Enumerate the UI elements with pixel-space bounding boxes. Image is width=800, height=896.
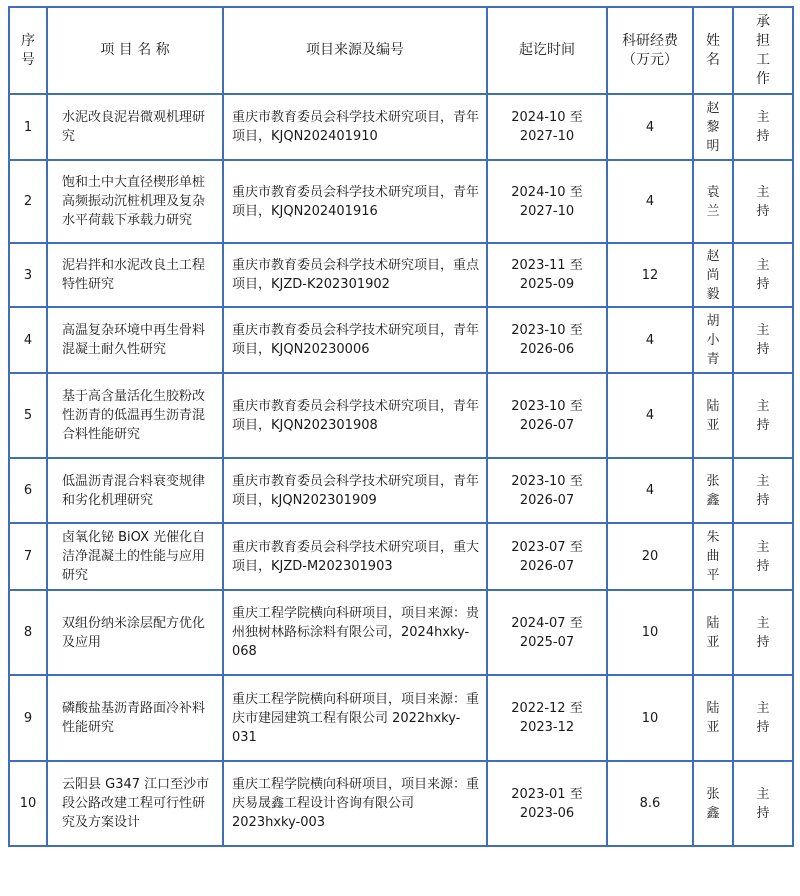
project-source: 重庆工程学院横向科研项目，项目来源：重庆市建园建筑工程有限公司 2022hxky-031: [223, 675, 487, 761]
project-funding: 20: [607, 523, 693, 590]
project-person: 朱曲平: [693, 523, 733, 590]
project-funding: 4: [607, 373, 693, 458]
project-period: 2024-10 至 2027-10: [487, 94, 607, 160]
table-row: [9, 458, 793, 523]
header-project-name: 项 目 名 称: [47, 7, 223, 94]
project-funding: 10: [607, 590, 693, 675]
research-projects-table: [8, 6, 794, 847]
row-number: 10: [9, 761, 47, 846]
table-row: [9, 590, 793, 675]
project-role: 主持: [733, 458, 793, 523]
project-source: 重庆工程学院横向科研项目，项目来源：重庆易晟鑫工程设计咨询有限公司 2023hxky-003: [223, 761, 487, 846]
project-person: 赵尚毅: [693, 243, 733, 307]
row-number: 5: [9, 373, 47, 458]
project-name: 基于高含量活化生胶粉改性沥青的低温再生沥青混合料性能研究: [47, 373, 223, 458]
project-funding: 10: [607, 675, 693, 761]
project-role: 主持: [733, 94, 793, 160]
project-period: 2023-10 至 2026-07: [487, 458, 607, 523]
header-funding: 科研经费（万元）: [607, 7, 693, 94]
project-role: 主持: [733, 307, 793, 373]
table-row: [9, 761, 793, 846]
project-period: 2024-07 至 2025-07: [487, 590, 607, 675]
header-no: 序号: [9, 7, 47, 94]
table-row: [9, 523, 793, 590]
project-source: 重庆市教育委员会科学技术研究项目，青年项目，KJQN202301908: [223, 373, 487, 458]
table-row: [9, 373, 793, 458]
project-role: 主持: [733, 160, 793, 243]
project-funding: 8.6: [607, 761, 693, 846]
project-person: 张鑫: [693, 761, 733, 846]
project-name: 泥岩拌和水泥改良土工程特性研究: [47, 243, 223, 307]
project-period: 2023-07 至 2026-07: [487, 523, 607, 590]
project-funding: 4: [607, 160, 693, 243]
table-row: [9, 307, 793, 373]
table-header-row: [9, 7, 793, 94]
project-source: 重庆市教育委员会科学技术研究项目，重点项目，KJZD-K202301902: [223, 243, 487, 307]
project-person: 张鑫: [693, 458, 733, 523]
row-number: 3: [9, 243, 47, 307]
project-period: 2022-12 至 2023-12: [487, 675, 607, 761]
project-source: 重庆市教育委员会科学技术研究项目，青年项目，KJQN202401916: [223, 160, 487, 243]
table-row: [9, 160, 793, 243]
project-source: 重庆市教育委员会科学技术研究项目，青年项目，KJQN20230006: [223, 307, 487, 373]
project-period: 2023-11 至 2025-09: [487, 243, 607, 307]
project-role: 主持: [733, 590, 793, 675]
project-person: 赵黎明: [693, 94, 733, 160]
header-person: 姓名: [693, 7, 733, 94]
project-role: 主持: [733, 243, 793, 307]
project-funding: 12: [607, 243, 693, 307]
project-role: 主持: [733, 373, 793, 458]
project-name: 卤氧化铋 BiOX 光催化自洁净混凝土的性能与应用研究: [47, 523, 223, 590]
table-row: [9, 243, 793, 307]
project-funding: 4: [607, 94, 693, 160]
project-period: 2023-10 至 2026-07: [487, 373, 607, 458]
project-role: 主持: [733, 523, 793, 590]
project-person: 陆亚: [693, 373, 733, 458]
project-name: 饱和土中大直径楔形单桩高频振动沉桩机理及复杂水平荷载下承载力研究: [47, 160, 223, 243]
project-name: 磷酸盐基沥青路面冷补料性能研究: [47, 675, 223, 761]
project-person: 袁兰: [693, 160, 733, 243]
header-project-source: 项目来源及编号: [223, 7, 487, 94]
project-name: 高温复杂环境中再生骨料混凝土耐久性研究: [47, 307, 223, 373]
project-period: 2024-10 至 2027-10: [487, 160, 607, 243]
row-number: 9: [9, 675, 47, 761]
project-person: 陆亚: [693, 590, 733, 675]
project-source: 重庆工程学院横向科研项目，项目来源：贵州独树林路标涂料有限公司，2024hxky-068: [223, 590, 487, 675]
row-number: 6: [9, 458, 47, 523]
project-funding: 4: [607, 458, 693, 523]
project-name: 低温沥青混合料衰变规律和劣化机理研究: [47, 458, 223, 523]
row-number: 1: [9, 94, 47, 160]
project-name: 水泥改良泥岩微观机理研究: [47, 94, 223, 160]
row-number: 7: [9, 523, 47, 590]
project-role: 主持: [733, 675, 793, 761]
project-person: 胡小青: [693, 307, 733, 373]
project-source: 重庆市教育委员会科学技术研究项目，青年项目，KJQN202401910: [223, 94, 487, 160]
research-projects-table-container: [8, 6, 794, 847]
table-row: [9, 94, 793, 160]
project-funding: 4: [607, 307, 693, 373]
project-period: 2023-10 至 2026-06: [487, 307, 607, 373]
project-source: 重庆市教育委员会科学技术研究项目，重大项目，KJZD-M202301903: [223, 523, 487, 590]
row-number: 2: [9, 160, 47, 243]
project-name: 云阳县 G347 江口至沙市段公路改建工程可行性研究及方案设计: [47, 761, 223, 846]
project-period: 2023-01 至 2023-06: [487, 761, 607, 846]
header-period: 起讫时间: [487, 7, 607, 94]
table-row: [9, 675, 793, 761]
row-number: 8: [9, 590, 47, 675]
project-role: 主持: [733, 761, 793, 846]
project-source: 重庆市教育委员会科学技术研究项目，青年项目，kJQN202301909: [223, 458, 487, 523]
project-name: 双组份纳米涂层配方优化及应用: [47, 590, 223, 675]
row-number: 4: [9, 307, 47, 373]
header-role: 承担工作: [733, 7, 793, 94]
project-person: 陆亚: [693, 675, 733, 761]
